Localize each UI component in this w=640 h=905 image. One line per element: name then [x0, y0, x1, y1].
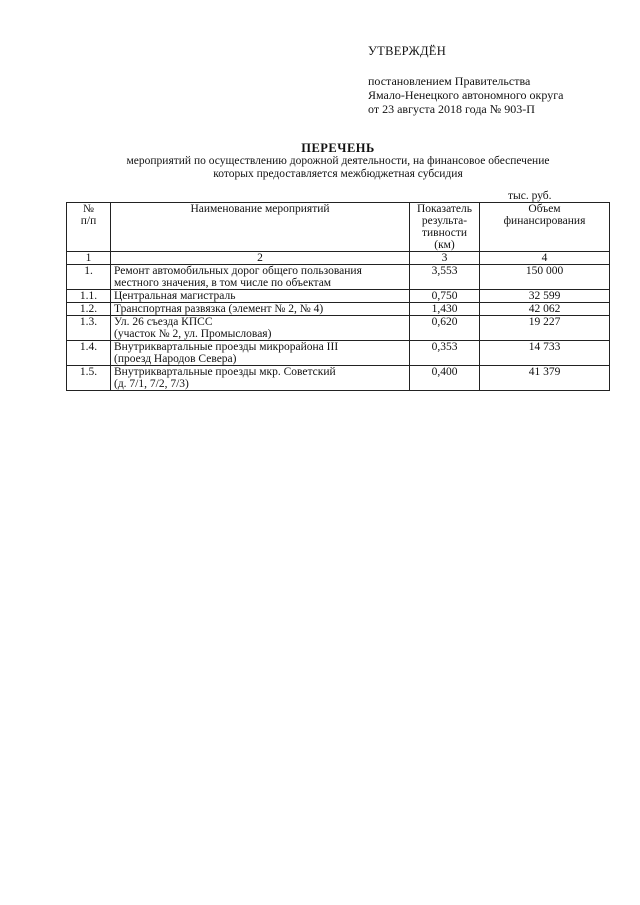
row-number: 1.5. [67, 366, 111, 391]
header-text: тивности [421, 227, 468, 239]
header-text: Объем [528, 203, 561, 215]
row-name-line: Ремонт автомобильных дорог общего пользования [114, 265, 362, 277]
column-number: 4 [480, 252, 610, 265]
row-name [111, 265, 410, 290]
row-name-line: Ул. 26 съезда КПСС [114, 316, 213, 328]
approval-block [368, 44, 563, 116]
row-amount: 19 227 [480, 316, 610, 341]
header-text: результа- [421, 215, 468, 227]
row-number: 1.4. [67, 341, 111, 366]
header-text: Наименование мероприятий [190, 203, 330, 215]
row-amount: 41 379 [480, 366, 610, 391]
row-name [111, 290, 410, 303]
table-row [67, 265, 610, 290]
row-name [111, 366, 410, 391]
table-row [67, 290, 610, 303]
header-text: (км) [434, 239, 455, 251]
table-row [67, 366, 610, 391]
approval-line: Ямало-Ненецкого автономного округа [368, 88, 564, 102]
row-name-line: Центральная магистраль [114, 290, 236, 302]
row-number: 1.1. [67, 290, 111, 303]
column-number-row [67, 252, 610, 265]
header-text: № [83, 203, 94, 215]
document-subtitle-line: которых предоставляется межбюджетная субсидия [213, 168, 463, 180]
table-row [67, 303, 610, 316]
document-title: ПЕРЕЧЕНЬ [301, 141, 375, 155]
row-name-line: Внутриквартальные проезды микрорайона III [114, 341, 339, 353]
row-name-line: (проезд Народов Севера) [114, 353, 237, 365]
table-row [67, 316, 610, 341]
header-name [111, 203, 410, 252]
header-indicator [410, 203, 480, 252]
row-km: 0,400 [410, 366, 480, 391]
row-name [111, 316, 410, 341]
row-name-line: местного значения, в том числе по объектам [114, 277, 332, 289]
row-name [111, 303, 410, 316]
row-amount: 42 062 [480, 303, 610, 316]
row-number: 1. [67, 265, 111, 290]
approval-line: от 23 августа 2018 года № 903-П [368, 102, 535, 116]
approval-stamp-title: УТВЕРЖДЁН [368, 44, 447, 58]
row-name-line: Внутриквартальные проезды мкр. Советский [114, 366, 336, 378]
row-number: 1.3. [67, 316, 111, 341]
table-header-row [67, 203, 610, 252]
row-name-line: Транспортная развязка (элемент № 2, № 4) [114, 303, 324, 315]
header-text: финансирования [503, 215, 586, 227]
units-label: тыс. руб. [508, 190, 552, 202]
row-km: 3,553 [410, 265, 480, 290]
document-heading [66, 141, 610, 181]
approval-line: постановлением Правительства [368, 74, 531, 88]
row-name-line: (участок № 2, ул. Промысловая) [114, 328, 272, 340]
row-amount: 150 000 [480, 265, 610, 290]
row-km: 0,620 [410, 316, 480, 341]
row-number: 1.2. [67, 303, 111, 316]
header-text: п/п [80, 215, 97, 227]
row-km: 0,353 [410, 341, 480, 366]
row-km: 0,750 [410, 290, 480, 303]
header-text: Показатель [416, 203, 473, 215]
row-name [111, 341, 410, 366]
table-row [67, 341, 610, 366]
header-number [67, 203, 111, 252]
header-financing [480, 203, 610, 252]
row-name-line: (д. 7/1, 7/2, 7/3) [114, 378, 189, 390]
row-amount: 32 599 [480, 290, 610, 303]
document-subtitle-line: мероприятий по осуществлению дорожной деятельности, на финансовое обеспечение [126, 155, 550, 167]
row-km: 1,430 [410, 303, 480, 316]
column-number: 3 [410, 252, 480, 265]
column-number: 2 [111, 252, 410, 265]
column-number: 1 [67, 252, 111, 265]
measures-table [66, 202, 610, 391]
row-amount: 14 733 [480, 341, 610, 366]
